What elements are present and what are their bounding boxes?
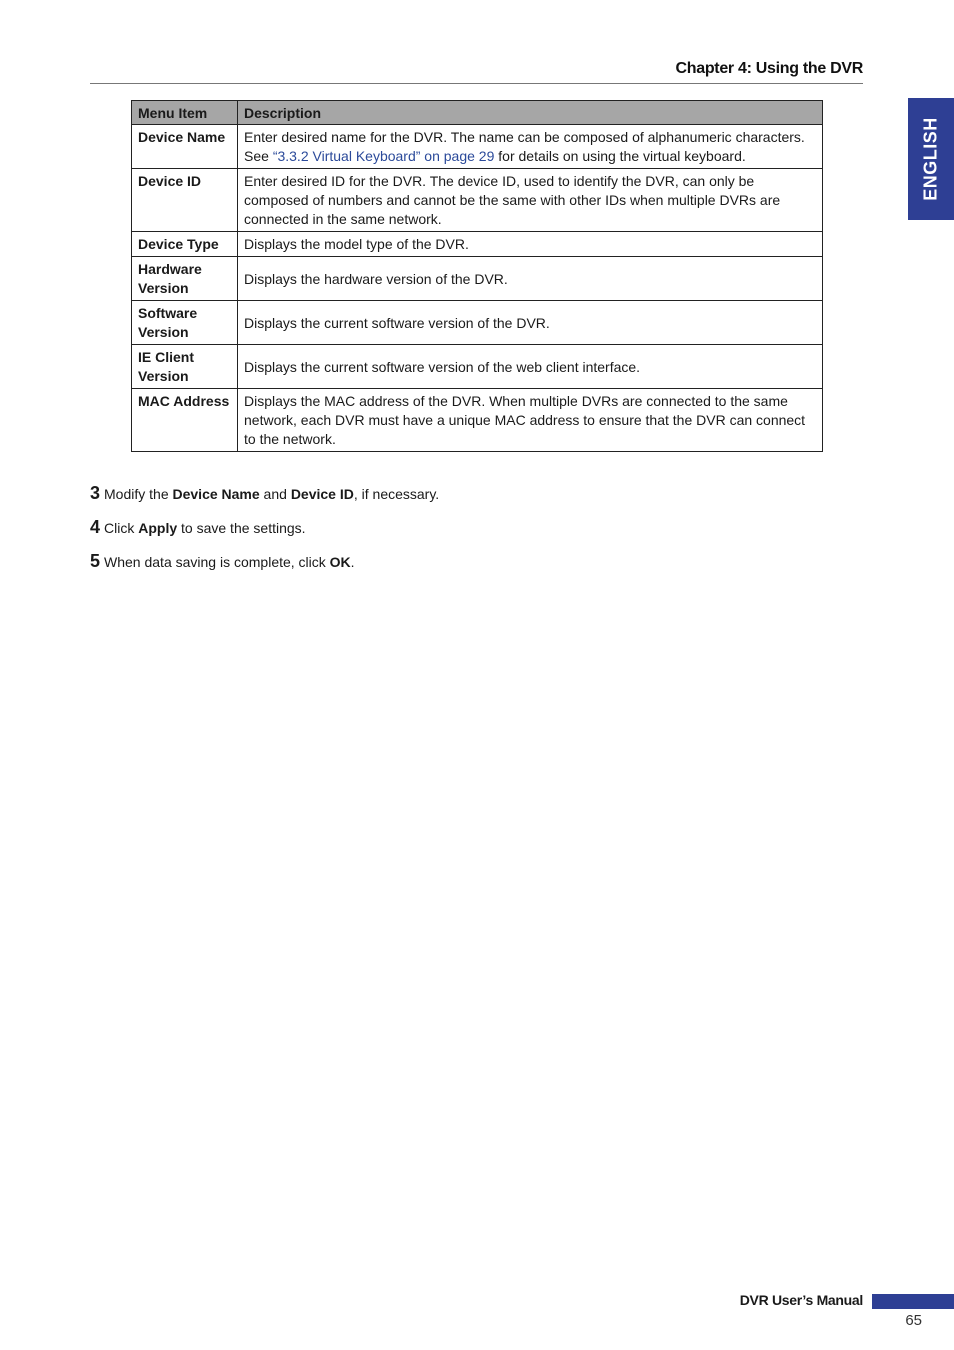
step-text: and	[259, 486, 291, 502]
step-keyword: Apply	[138, 520, 178, 536]
menu-item-name: IE Client Version	[132, 345, 238, 389]
menu-item-name: MAC Address	[132, 389, 238, 452]
chapter-header: Chapter 4: Using the DVR	[675, 60, 863, 77]
step-text: When data saving is complete, click	[104, 554, 330, 570]
description-text: Enter desired name for the DVR. The name can be composed of alphanumeric characters. See	[244, 129, 805, 164]
step-text: to save the settings.	[177, 520, 306, 536]
step-number: 4	[90, 517, 101, 537]
step-4	[90, 517, 306, 538]
description-text: for details on using the virtual keyboard.	[494, 148, 746, 164]
menu-item-description: Displays the current software version of the DVR.	[238, 301, 823, 345]
table-row	[132, 125, 823, 169]
menu-item-description: Displays the model type of the DVR.	[238, 232, 823, 257]
table-row	[132, 345, 823, 389]
menu-item-description: Enter desired ID for the DVR. The device ID, used to identify the DVR, can only be composed of numbers and cannot be the same with other IDs when multiple DVRs are connected in the same network.	[238, 169, 823, 232]
menu-item-name: Device ID	[132, 169, 238, 232]
table-row	[132, 257, 823, 301]
page-number: 65	[905, 1312, 922, 1329]
footer-accent-bar	[872, 1294, 954, 1309]
step-keyword: OK	[329, 554, 351, 570]
language-tab-label: ENGLISH	[920, 117, 941, 201]
menu-item-description: Displays the MAC address of the DVR. When multiple DVRs are connected to the same network, each DVR must have a unique MAC address to ensure that the DVR can connect to the network.	[238, 389, 823, 452]
table-row	[132, 301, 823, 345]
step-text: , if necessary.	[353, 486, 440, 502]
step-number: 5	[90, 551, 101, 571]
menu-item-description: Displays the current software version of the web client interface.	[238, 345, 823, 389]
menu-item-name: Device Type	[132, 232, 238, 257]
footer-manual-title: DVR User’s Manual	[739, 1292, 863, 1308]
menu-item-name: Device Name	[132, 125, 238, 169]
step-keyword: Device Name	[172, 486, 260, 502]
virtual-keyboard-link[interactable]: “3.3.2 Virtual Keyboard” on page 29	[272, 148, 495, 164]
header-divider	[90, 83, 863, 84]
menu-item-description	[238, 125, 823, 169]
step-3	[90, 483, 439, 504]
table-row	[132, 232, 823, 257]
step-text: Modify the	[104, 486, 173, 502]
menu-item-table	[131, 100, 823, 452]
column-header-menu-item: Menu Item	[132, 101, 238, 125]
table-header-row	[132, 101, 823, 125]
table-row	[132, 169, 823, 232]
table-row	[132, 389, 823, 452]
step-text: Click	[104, 520, 139, 536]
step-keyword: Device ID	[290, 486, 354, 502]
step-5	[90, 551, 355, 572]
column-header-description: Description	[238, 101, 823, 125]
step-number: 3	[90, 483, 101, 503]
language-tab	[908, 98, 954, 220]
menu-item-name: Hardware Version	[132, 257, 238, 301]
step-text: .	[350, 554, 355, 570]
menu-item-name: Software Version	[132, 301, 238, 345]
menu-item-description: Displays the hardware version of the DVR.	[238, 257, 823, 301]
